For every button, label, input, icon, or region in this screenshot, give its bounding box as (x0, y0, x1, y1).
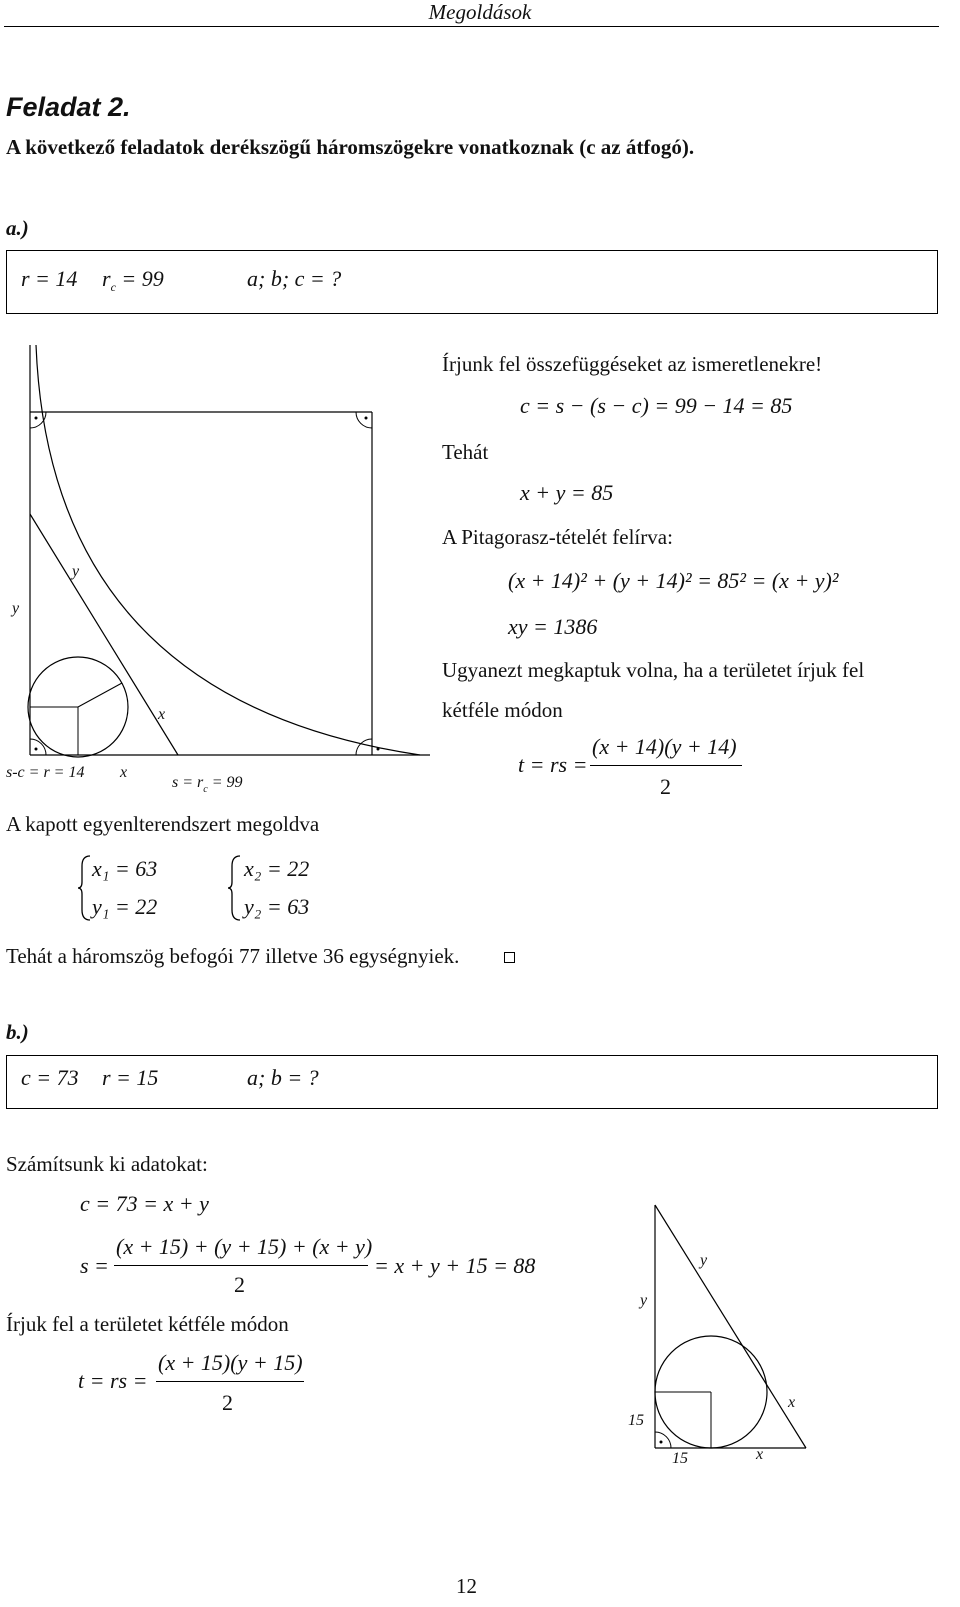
sol2-y: y₂ = 63 (244, 894, 310, 919)
eq-s-num: (x + 15) + (y + 15) + (x + y) (116, 1234, 373, 1259)
eq-c-b: c = 73 = x + y (80, 1191, 209, 1216)
eq-pitagorasz: (x + 14)² + (y + 14)² = 85² = (x + y)² (508, 568, 839, 593)
right-angle-mark (356, 739, 372, 755)
eq-sum: x + y = 85 (520, 480, 614, 505)
right-angle-mark (655, 1432, 671, 1448)
excircle-arc (36, 345, 420, 755)
given-c: c = 73 (21, 1065, 79, 1090)
fig-b-label-r-base: 15 (672, 1450, 688, 1467)
fig-b-label-y-hyp: y (700, 1252, 708, 1269)
brace-2 (228, 854, 244, 922)
text-same-result: Ugyanezt megkaptuk volna, ha a területet írjuk fel (442, 658, 865, 682)
given-rc: $r_c = 99$ (102, 266, 164, 294)
frac-bar (156, 1381, 304, 1382)
right-angle-mark (356, 412, 372, 428)
eq-area-lhs: t = rs = (518, 752, 588, 777)
given-r-b: r = 15 (102, 1065, 159, 1090)
fig-b-label-r-side: 15 (628, 1412, 644, 1429)
qed-square-icon (504, 952, 515, 963)
task-intro: A következő feladatok derékszögű háromszögekre vonatkoznak (c az átfogó). (6, 135, 695, 159)
text-tehat: Tehát (442, 440, 489, 464)
fig-a-label-y-outer: y (12, 600, 20, 617)
text-write-relations: Írjunk fel összefüggéseket az ismeretlenekre! (442, 352, 823, 376)
eq-s-den: 2 (234, 1272, 245, 1297)
right-angle-mark (30, 739, 46, 755)
fig-a-label-s-rc: $s = r_c = 99$ (172, 774, 243, 795)
sol2-x: x₂ = 22 (244, 856, 310, 881)
page-number: 12 (456, 1574, 477, 1598)
eq-area-b-num: (x + 15)(y + 15) (158, 1350, 303, 1375)
eq-s-lhs: s = (80, 1253, 109, 1278)
header-rule (4, 26, 939, 27)
eq-c: c = s − (s − c) = 99 − 14 = 85 (520, 393, 793, 418)
fig-a-label-x-base: x (120, 764, 128, 781)
figure-a (0, 330, 430, 810)
fig-a-label-y-inner: y (72, 563, 80, 580)
text-solved: A kapott egyenlterendszert megoldva (6, 812, 320, 836)
eq-area-num: (x + 14)(y + 14) (592, 734, 737, 759)
fig-b-label-x-base: x (756, 1446, 764, 1463)
eq-s-rhs: = x + y + 15 = 88 (374, 1253, 536, 1278)
question-b: a; b = ? (247, 1065, 319, 1090)
eq-area-b-den: 2 (222, 1390, 233, 1415)
radius-hyp (78, 683, 122, 707)
fig-a-label-sc: s-c = r = 14 (6, 764, 85, 781)
task-title: Feladat 2. (6, 92, 131, 122)
fig-b-label-y-side: y (640, 1292, 648, 1309)
part-a-given-box (6, 250, 938, 314)
question-a: a; b; c = ? (247, 266, 342, 291)
fig-a-label-x-hyp: x (158, 706, 166, 723)
right-angle-mark (30, 412, 46, 428)
triangle-hypotenuse (655, 1205, 806, 1448)
eq-product: xy = 1386 (508, 614, 598, 639)
text-conclusion: Tehát a háromszög befogói 77 illetve 36 egységnyiek. (6, 944, 460, 968)
triangle-hypotenuse (30, 514, 178, 755)
frac-bar (114, 1265, 368, 1266)
text-area-two-ways: Írjuk fel a területet kétféle módon (6, 1312, 289, 1336)
eq-area-b-lhs: t = rs = (78, 1368, 148, 1393)
part-a-label: a.) (6, 216, 29, 240)
text-two-ways: kétféle módon (442, 698, 563, 722)
text-compute: Számítsunk ki adatokat: (6, 1152, 208, 1176)
sol1-x: x₁ = 63 (92, 856, 158, 881)
frac-bar (590, 765, 742, 766)
part-b-label: b.) (6, 1020, 29, 1044)
sol1-y: y₁ = 22 (92, 894, 158, 919)
running-header: Megoldások (428, 0, 532, 24)
eq-area-den: 2 (660, 774, 671, 799)
given-r: r = 14 (21, 266, 78, 291)
fig-b-label-x-hyp: x (788, 1394, 796, 1411)
text-pitagorasz: A Pitagorasz-tételét felírva: (442, 525, 673, 549)
part-b-given-box (6, 1055, 938, 1109)
